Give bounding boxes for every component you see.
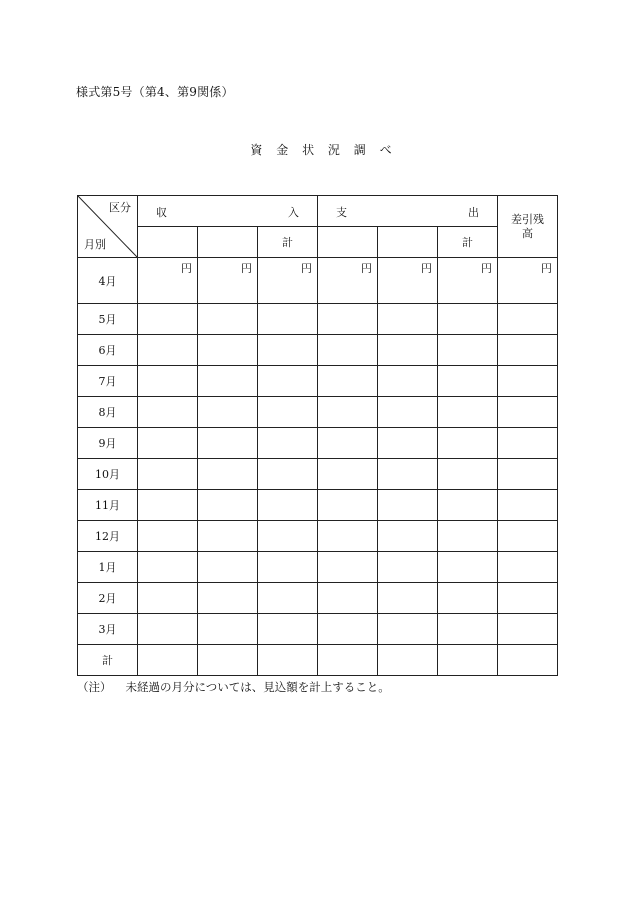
- month-label-cell: 5月: [78, 304, 138, 335]
- amount-cell[interactable]: [318, 583, 378, 614]
- month-row: [78, 397, 558, 428]
- month-row: [78, 490, 558, 521]
- amount-cell[interactable]: [378, 583, 438, 614]
- corner-header-cell: [78, 196, 138, 258]
- amount-cell[interactable]: [198, 521, 258, 552]
- amount-cell[interactable]: [318, 645, 378, 676]
- amount-cell[interactable]: [318, 552, 378, 583]
- amount-cell[interactable]: [318, 397, 378, 428]
- title-char: べ: [379, 143, 392, 157]
- yen-unit-label: 円: [181, 262, 192, 275]
- title-char: 状: [302, 143, 315, 157]
- total-label-cell: 計: [78, 645, 138, 676]
- amount-cell[interactable]: [258, 428, 318, 459]
- amount-cell[interactable]: [318, 335, 378, 366]
- amount-cell[interactable]: [138, 552, 198, 583]
- amount-cell[interactable]: [318, 459, 378, 490]
- amount-cell[interactable]: [498, 335, 558, 366]
- footnote-label: （注）: [77, 680, 112, 694]
- amount-cell[interactable]: [438, 552, 498, 583]
- amount-cell[interactable]: [258, 459, 318, 490]
- amount-cell[interactable]: [258, 614, 318, 645]
- yen-unit-label: 円: [361, 262, 372, 275]
- amount-cell[interactable]: [498, 645, 558, 676]
- amount-cell[interactable]: [438, 459, 498, 490]
- income-label-right: 入: [288, 206, 299, 219]
- month-label-cell: 1月: [78, 552, 138, 583]
- amount-cell[interactable]: [438, 304, 498, 335]
- amount-cell[interactable]: [138, 583, 198, 614]
- income-subtotal-header: 計: [258, 227, 318, 258]
- expense-subcol-1: [318, 227, 378, 258]
- amount-cell[interactable]: [138, 397, 198, 428]
- amount-cell[interactable]: [378, 552, 438, 583]
- expense-subtotal-header: 計: [438, 227, 498, 258]
- form-number: 様式第5号（第4、第9関係）: [76, 85, 234, 99]
- amount-cell[interactable]: [498, 614, 558, 645]
- amount-cell[interactable]: [138, 490, 198, 521]
- expense-subcol-2: [378, 227, 438, 258]
- amount-cell[interactable]: [438, 258, 498, 304]
- amount-cell[interactable]: [258, 645, 318, 676]
- yen-unit-label: 円: [421, 262, 432, 275]
- amount-cell[interactable]: [498, 428, 558, 459]
- amount-cell[interactable]: [198, 583, 258, 614]
- amount-cell[interactable]: [438, 335, 498, 366]
- amount-cell[interactable]: [438, 366, 498, 397]
- amount-cell[interactable]: [498, 552, 558, 583]
- amount-cell[interactable]: [318, 304, 378, 335]
- amount-cell[interactable]: [378, 490, 438, 521]
- yen-unit-label: 円: [481, 262, 492, 275]
- expense-label-right: 出: [468, 206, 479, 219]
- month-label-cell: 3月: [78, 614, 138, 645]
- amount-cell[interactable]: [258, 366, 318, 397]
- yen-unit-label: 円: [301, 262, 312, 275]
- amount-cell[interactable]: [138, 366, 198, 397]
- amount-cell[interactable]: [498, 459, 558, 490]
- amount-cell[interactable]: [198, 335, 258, 366]
- amount-cell[interactable]: [438, 490, 498, 521]
- amount-cell[interactable]: [498, 366, 558, 397]
- kubun-label: 区分: [109, 201, 131, 214]
- amount-cell[interactable]: [498, 258, 558, 304]
- amount-cell[interactable]: [198, 645, 258, 676]
- month-label-cell: 4月: [78, 258, 138, 304]
- amount-cell[interactable]: [318, 490, 378, 521]
- amount-cell[interactable]: [198, 258, 258, 304]
- total-row: [78, 645, 558, 676]
- amount-cell[interactable]: [498, 583, 558, 614]
- amount-cell[interactable]: [378, 304, 438, 335]
- amount-cell[interactable]: [318, 366, 378, 397]
- income-header: [138, 196, 318, 227]
- amount-cell[interactable]: [438, 428, 498, 459]
- amount-cell[interactable]: [378, 258, 438, 304]
- amount-cell[interactable]: [318, 428, 378, 459]
- amount-cell[interactable]: [258, 583, 318, 614]
- month-row: [78, 304, 558, 335]
- amount-cell[interactable]: [258, 521, 318, 552]
- amount-cell[interactable]: [378, 428, 438, 459]
- balance-header-line1: 差引残: [511, 212, 544, 226]
- amount-cell[interactable]: [438, 614, 498, 645]
- month-label-cell: 7月: [78, 366, 138, 397]
- amount-cell[interactable]: [318, 258, 378, 304]
- amount-cell[interactable]: [258, 397, 318, 428]
- amount-cell[interactable]: [258, 304, 318, 335]
- amount-cell[interactable]: [378, 521, 438, 552]
- amount-cell[interactable]: [138, 335, 198, 366]
- amount-cell[interactable]: [138, 258, 198, 304]
- title-char: 調: [353, 143, 366, 157]
- month-row: [78, 614, 558, 645]
- amount-cell[interactable]: [198, 490, 258, 521]
- month-label-cell: 12月: [78, 521, 138, 552]
- amount-cell[interactable]: [498, 490, 558, 521]
- amount-cell[interactable]: [258, 258, 318, 304]
- month-label-cell: 2月: [78, 583, 138, 614]
- fund-status-table-wrapper: [77, 195, 558, 676]
- footnote-text: 未経過の月分については、見込額を計上すること。: [125, 680, 390, 694]
- month-row: [78, 335, 558, 366]
- amount-cell[interactable]: [198, 614, 258, 645]
- document-title: [0, 141, 630, 158]
- balance-header: [498, 196, 558, 258]
- amount-cell[interactable]: [198, 304, 258, 335]
- amount-cell[interactable]: [258, 490, 318, 521]
- expense-label-left: 支: [336, 206, 347, 219]
- amount-cell[interactable]: [138, 428, 198, 459]
- month-row: [78, 552, 558, 583]
- title-char: 況: [327, 143, 340, 157]
- amount-cell[interactable]: [378, 397, 438, 428]
- amount-cell[interactable]: [138, 521, 198, 552]
- amount-cell[interactable]: [198, 552, 258, 583]
- amount-cell[interactable]: [318, 521, 378, 552]
- amount-cell[interactable]: [138, 614, 198, 645]
- expense-header: [318, 196, 498, 227]
- amount-cell[interactable]: [138, 645, 198, 676]
- balance-header-line2: 高: [522, 226, 533, 240]
- amount-cell[interactable]: [138, 459, 198, 490]
- yen-unit-label: 円: [541, 262, 552, 275]
- amount-cell[interactable]: [438, 521, 498, 552]
- amount-cell[interactable]: [138, 304, 198, 335]
- title-char: 資: [250, 143, 263, 157]
- footnote: [77, 679, 390, 695]
- income-subcol-1: [138, 227, 198, 258]
- month-label-cell: 9月: [78, 428, 138, 459]
- amount-cell[interactable]: [378, 459, 438, 490]
- amount-cell[interactable]: [498, 397, 558, 428]
- month-row: [78, 583, 558, 614]
- month-row: [78, 366, 558, 397]
- amount-cell[interactable]: [198, 428, 258, 459]
- title-char: 金: [276, 143, 289, 157]
- month-row: [78, 428, 558, 459]
- amount-cell[interactable]: [438, 645, 498, 676]
- amount-cell[interactable]: [378, 614, 438, 645]
- month-label-cell: 10月: [78, 459, 138, 490]
- amount-cell[interactable]: [378, 366, 438, 397]
- amount-cell[interactable]: [198, 459, 258, 490]
- amount-cell[interactable]: [438, 583, 498, 614]
- amount-cell[interactable]: [318, 614, 378, 645]
- yen-unit-label: 円: [241, 262, 252, 275]
- income-subcol-2: [198, 227, 258, 258]
- amount-cell[interactable]: [198, 366, 258, 397]
- amount-cell[interactable]: [378, 645, 438, 676]
- month-label-cell: 6月: [78, 335, 138, 366]
- amount-cell[interactable]: [378, 335, 438, 366]
- month-label-cell: 11月: [78, 490, 138, 521]
- amount-cell[interactable]: [498, 521, 558, 552]
- amount-cell[interactable]: [438, 397, 498, 428]
- income-label-left: 収: [156, 206, 167, 219]
- amount-cell[interactable]: [498, 304, 558, 335]
- tsukibetsu-label: 月別: [84, 238, 106, 251]
- amount-cell[interactable]: [258, 552, 318, 583]
- month-row: [78, 459, 558, 490]
- month-row: [78, 521, 558, 552]
- amount-cell[interactable]: [198, 397, 258, 428]
- month-row: [78, 258, 558, 304]
- fund-status-table: [77, 195, 558, 676]
- month-label-cell: 8月: [78, 397, 138, 428]
- amount-cell[interactable]: [258, 335, 318, 366]
